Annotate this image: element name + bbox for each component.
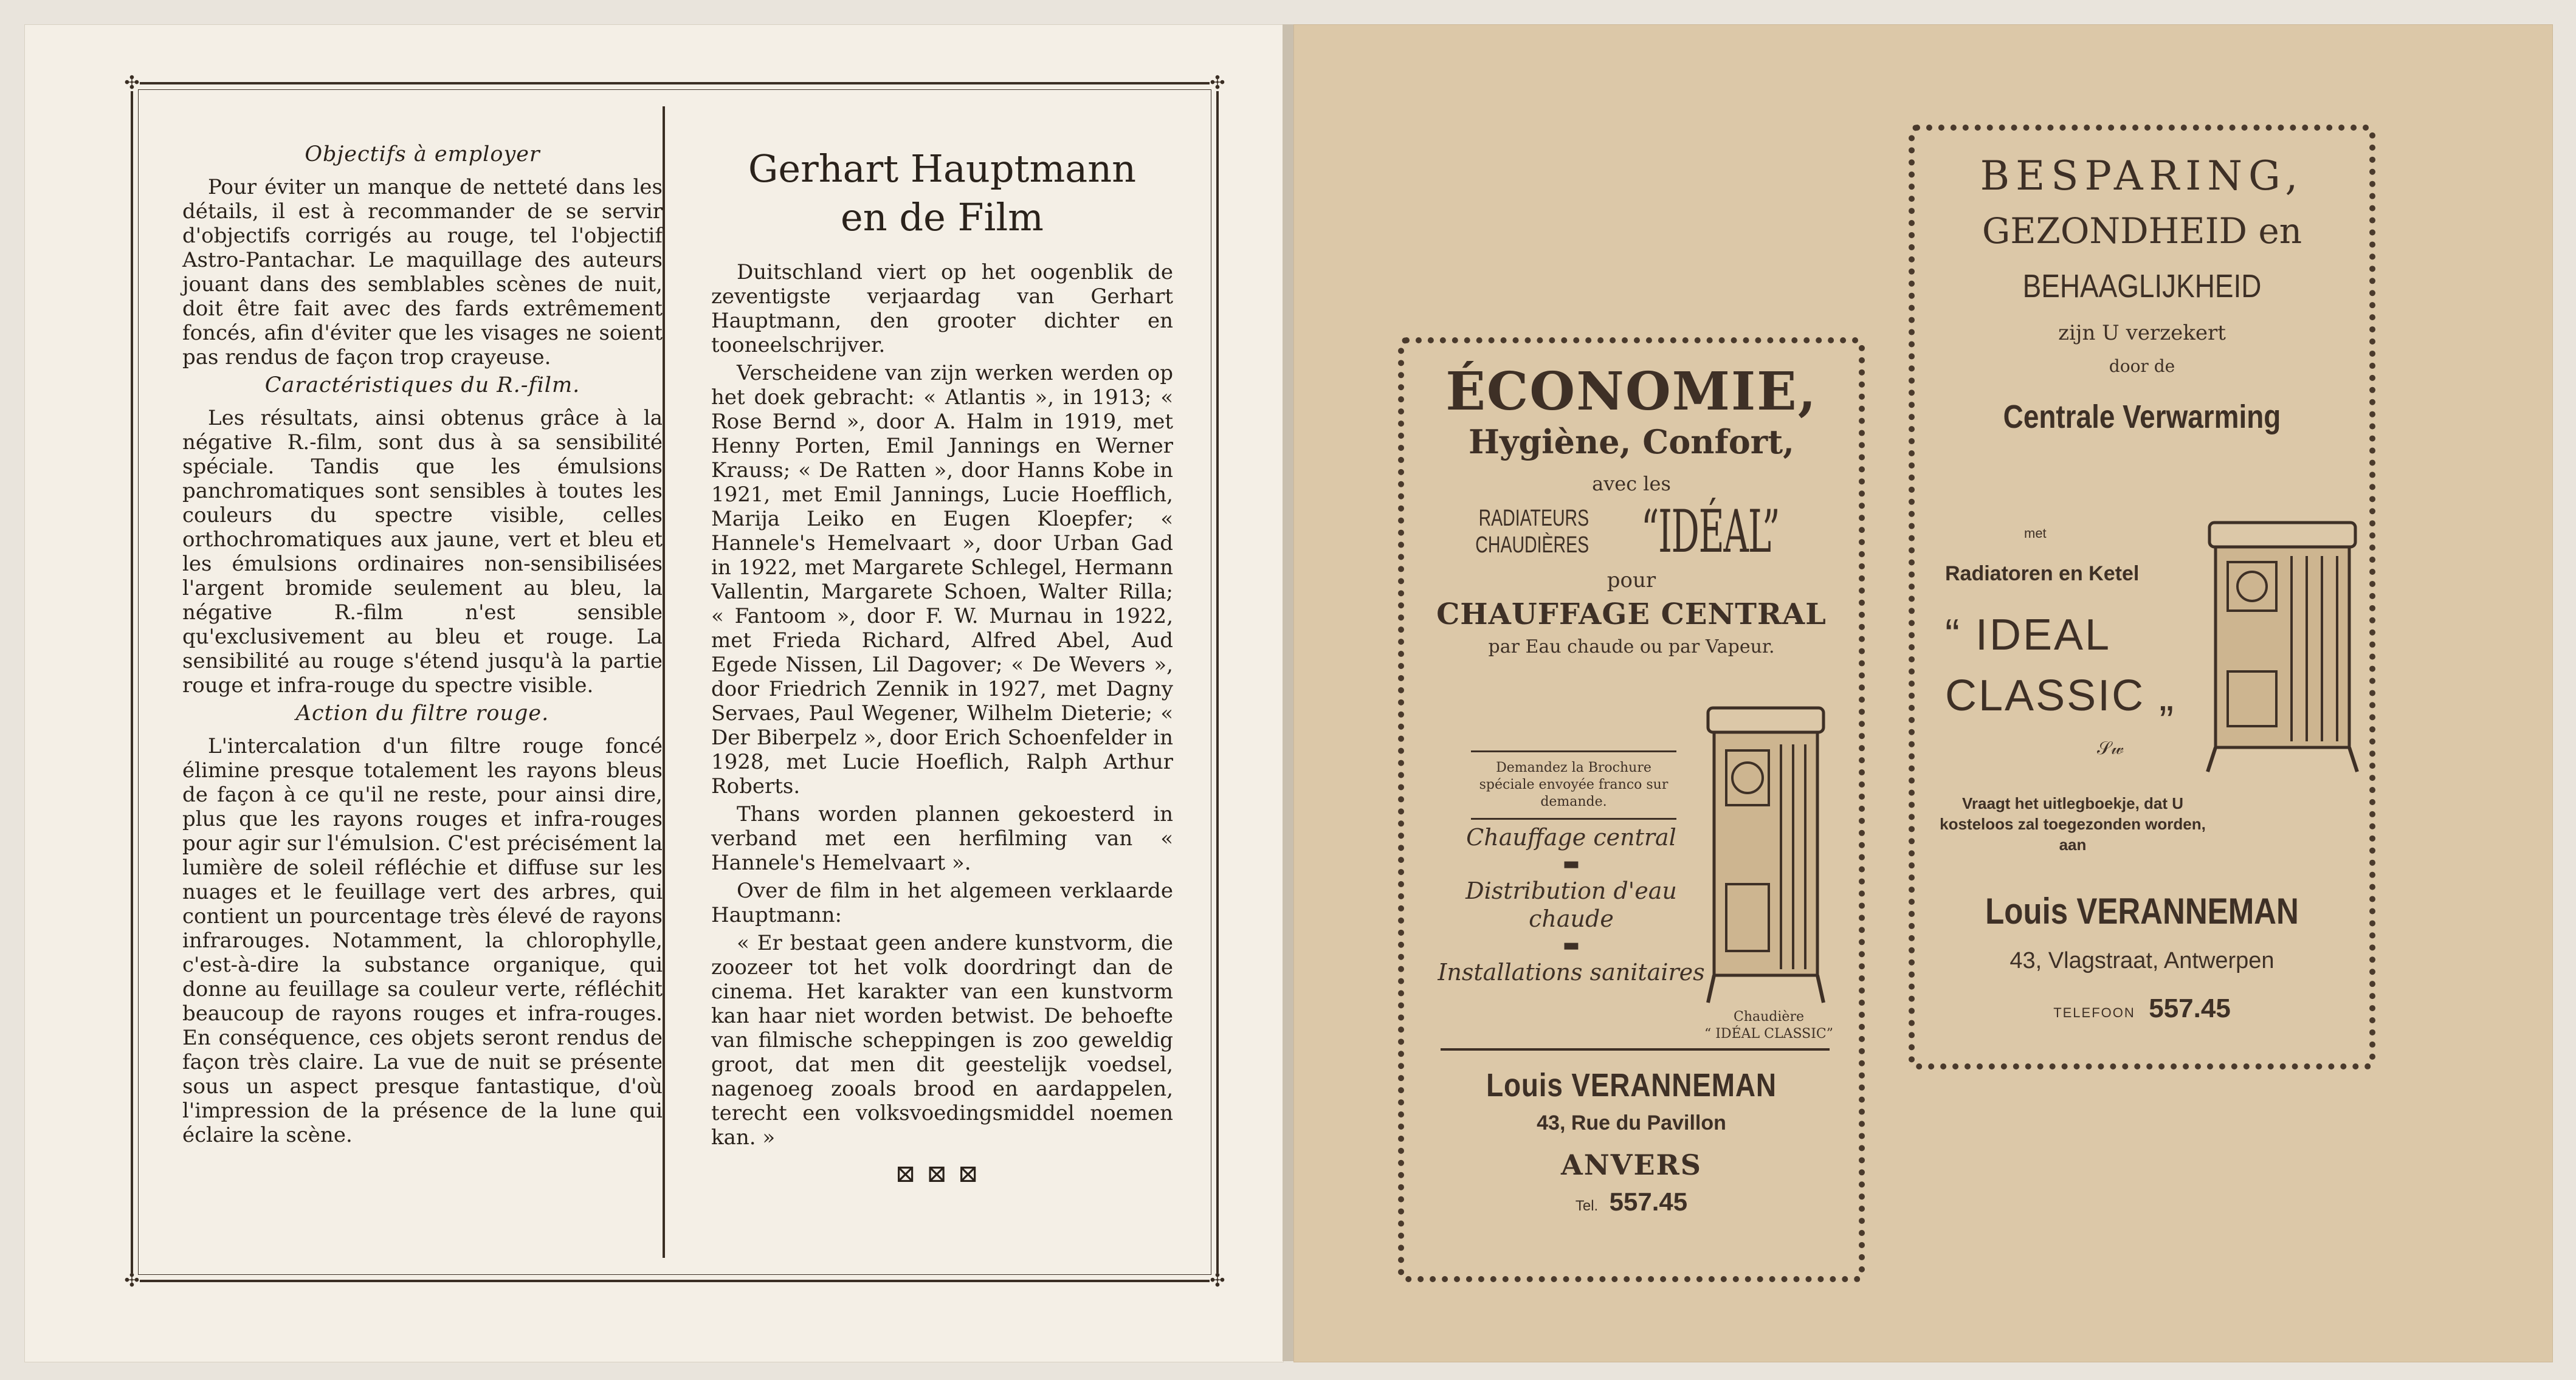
ad-text-pour: pour	[1607, 568, 1656, 592]
ad-behaaglijkheid: BEHAAGLIJKHEID	[2022, 268, 2262, 304]
ideal-ad-french	[1398, 337, 1865, 1282]
ad-vraagt-text: Vraagt het uitlegboekje, dat U kosteloos zal toegezonden worden, aan	[1940, 794, 2206, 854]
section-heading-caracteristiques: Caractéristiques du R.-film.	[264, 373, 580, 397]
frame-corner-ornament: ✣	[124, 72, 140, 94]
ad-service-separator: ▬	[1562, 853, 1580, 874]
ideal-ad-dutch	[1909, 125, 2375, 1069]
frame-corner-ornament: ✣	[1210, 72, 1225, 94]
ad-product-types	[1475, 505, 1589, 558]
ad-centrale-verwarming: Centrale Verwarming	[2003, 399, 2281, 435]
section-heading-objectifs: Objectifs à employer	[305, 142, 540, 166]
boiler-caption-line1: Chaudière	[1734, 1009, 1804, 1025]
ad-tel-number: 557.45	[1609, 1187, 1688, 1216]
ad-horizontal-rule	[1441, 1048, 1830, 1051]
ad-brand-line2: CLASSIC „	[1945, 671, 2176, 720]
ad-chauffage-central: CHAUFFAGE CENTRAL	[1436, 597, 1827, 631]
paragraph: Over de film in het algemeen verklaarde Hauptmann:	[711, 879, 1173, 927]
ad-brand-block	[1404, 498, 1859, 566]
frame-corner-ornament: ✣	[1210, 1270, 1225, 1291]
ad-merchant-name: Louis VERANNEMAN	[1486, 1067, 1777, 1104]
ad-service-chauffage: Chauffage central	[1466, 824, 1676, 851]
article-title-line2: en de Film	[841, 195, 1044, 239]
ad-brochure-box: Demandez la Brochure spéciale envoyée franco sur demande.	[1471, 750, 1676, 820]
ad-door-de: door de	[2109, 356, 2175, 376]
ad-headline-hygiene: Hygiène, Confort,	[1469, 422, 1794, 461]
ad-headline-economie: ÉCONOMIE,	[1445, 361, 1817, 422]
article-title-line1: Gerhart Hauptmann	[748, 146, 1137, 191]
ad-brand-ideal: “IDÉAL”	[1641, 498, 1780, 566]
paragraph: Thans worden plannen gekoesterd in verband met een herfilming van « Hannele's Hemelvaart ».	[711, 802, 1173, 875]
ad-telephone	[1404, 1187, 1859, 1217]
ad-telephone	[1915, 994, 2369, 1024]
ad-radiatoren-ketel: Radiatoren en Ketel	[1945, 562, 2140, 585]
boiler-illustration	[2200, 520, 2364, 775]
paragraph: Les résultats, ainsi obtenus grâce à la négative R.-film, sont dus à sa sensibilité spéciale. Tandis que les émulsions panchromatiques sont sensibles à toutes les couleurs du spectre visible, celles orthochromatiques aux jaune, vert et bleu et les émulsions ordinaires non-sensibilisées l'argent bromide seulement au bleu, la négative R.-film n'est sensible qu'exclusivement au bleu et rouge. La sensibilité au rouge s'étend jusqu'à la partie rouge et infra-rouge du spectre visible.	[182, 406, 663, 698]
book-gutter	[1283, 24, 1293, 1361]
ad-brand-line1: “ IDEAL	[1945, 611, 2112, 659]
paragraph: Verscheidene van zijn werken werden op het doek gebracht: « Atlantis », in 1913; « Rose Bernd », door A. Halm in 1919, met Henny Porten, Emil Jannings en Werner Krauss; « De Ratten », door Hanns Kobe in 1921, met Emil Jannings, Lucie Hoefflich, Marija Leiko en Eugen Kloepfer; « Hannele's Hemelvaart », door Urban Gad in 1922, met Margarete Schlegel, Hermann Vallentin, Margarete Schoen, Walter Rilla; « Fantoom », door F. W. Murnau in 1922, met Frieda Richard, Alfred Abel, Aud Egede Nissen, Lil Dagover; « De Wevers », door Friedrich Zennik in 1927, met Dagny Servaes, Paul Wegener, Wilhelm Dieterie; « Der Biberpelz », door Erich Schoenfelder in 1928, met Lucie Hoeflich, Ralph Arthur Roberts.	[711, 361, 1173, 798]
end-ornament: ⊠⊠⊠	[895, 1160, 990, 1188]
boiler-caption-line2: “ IDÉAL CLASSIC”	[1704, 1026, 1833, 1042]
ad-besparing: BESPARING,	[1980, 153, 2304, 199]
ad-swash-ornament: 𝒮𝓌	[2097, 738, 2124, 758]
ad-merchant-city: ANVERS	[1561, 1148, 1702, 1181]
article-title	[711, 145, 1173, 242]
ad-text-avec: avec les	[1592, 472, 1671, 495]
ad-tel-number: 557.45	[2149, 994, 2231, 1023]
ad-service-distribution: Distribution d'eau chaude	[1465, 877, 1677, 932]
ad-text-par: par Eau chaude ou par Vapeur.	[1488, 636, 1775, 657]
paragraph: « Er bestaat geen andere kunstvorm, die zoozeer tot het volk doordringt dan de cinema. Het karakter van een kunstvorm kan haar niet worden betwist. De behoefte van filmische scheppingen is zoo geweldig groot, dat men dit geestelijk voedsel, nagenoeg zooals brood en aardappelen, terecht een volksvoedingsmiddel noemen kan. »	[711, 931, 1173, 1150]
frame-corner-ornament: ✣	[124, 1270, 140, 1291]
ad-merchant-name: Louis VERANNEMAN	[1985, 891, 2299, 932]
french-article-column	[182, 139, 663, 1151]
paragraph: Pour éviter un manque de netteté dans les détails, il est à recommander de se servir d'objectifs corrigés au rouge, tel l'objectif Astro-Pantachar. Le maquillage des auteurs jouant dans des semblables scènes de nuit, doit être fait avec des fards extrêmement foncés, afin d'éviter que les visages ne soient pas rendus de façon trop crayeuse.	[182, 175, 663, 369]
ad-tel-label: Tel.	[1575, 1198, 1599, 1214]
ad-service-installations: Installations sanitaires	[1438, 959, 1705, 986]
boiler-caption	[1690, 1009, 1848, 1043]
ad-radiateurs: RADIATEURS	[1478, 506, 1589, 531]
ad-zijn-u-verzekert: zijn U verzekert	[2058, 321, 2226, 345]
ad-brand-ideal-classic	[1945, 605, 2188, 726]
section-heading-filtre: Action du filtre rouge.	[295, 701, 549, 726]
paragraph: Duitschland viert op het oogenblik de zeventigste verjaardag van Gerhart Hauptmann, den grooter dichter en tooneelschrijver.	[711, 260, 1173, 357]
ad-tel-label: TELEFOON	[2053, 1005, 2135, 1020]
ad-text-met: met	[2024, 526, 2047, 541]
column-divider	[663, 106, 665, 1258]
ad-chaudieres: CHAUDIÈRES	[1475, 532, 1589, 558]
ad-services-list	[1434, 823, 1708, 989]
ad-merchant-address: 43, Vlagstraat, Antwerpen	[2009, 948, 2275, 973]
ad-service-separator: ▬	[1562, 935, 1580, 956]
boiler-illustration	[1696, 702, 1836, 1006]
ad-contact-block	[1404, 1066, 1859, 1217]
ad-merchant-address: 43, Rue du Pavillon	[1537, 1111, 1726, 1135]
dutch-article-column	[711, 139, 1173, 1186]
paragraph: L'intercalation d'un filtre rouge foncé élimine presque totalement les rayons bleus de façon à ce qu'il ne reste, pour ainsi dire, plus que les rayons rouges et infra-rouges pour agir sur l'émulsion. C'est précisément la lumière de soleil réfléchie et diffuse sur les nuages et le feuillage vert des arbres, qui contient un pourcentage très élevé de rayons infrarouges. Notamment, la chlorophylle, c'est-à-dire la substance organique, qui donne au feuillage sa couleur verte, réfléchit beaucoup de rayons rouges et infra-rouges. En conséquence, ces objets seront rendus de façon très claire. La vue de nuit se présente sous un aspect presque fantastique, d'où l'impression de la présence de la lune qui éclaire la scène.	[182, 734, 663, 1147]
ad-gezondheid: GEZONDHEID en	[1982, 210, 2302, 252]
